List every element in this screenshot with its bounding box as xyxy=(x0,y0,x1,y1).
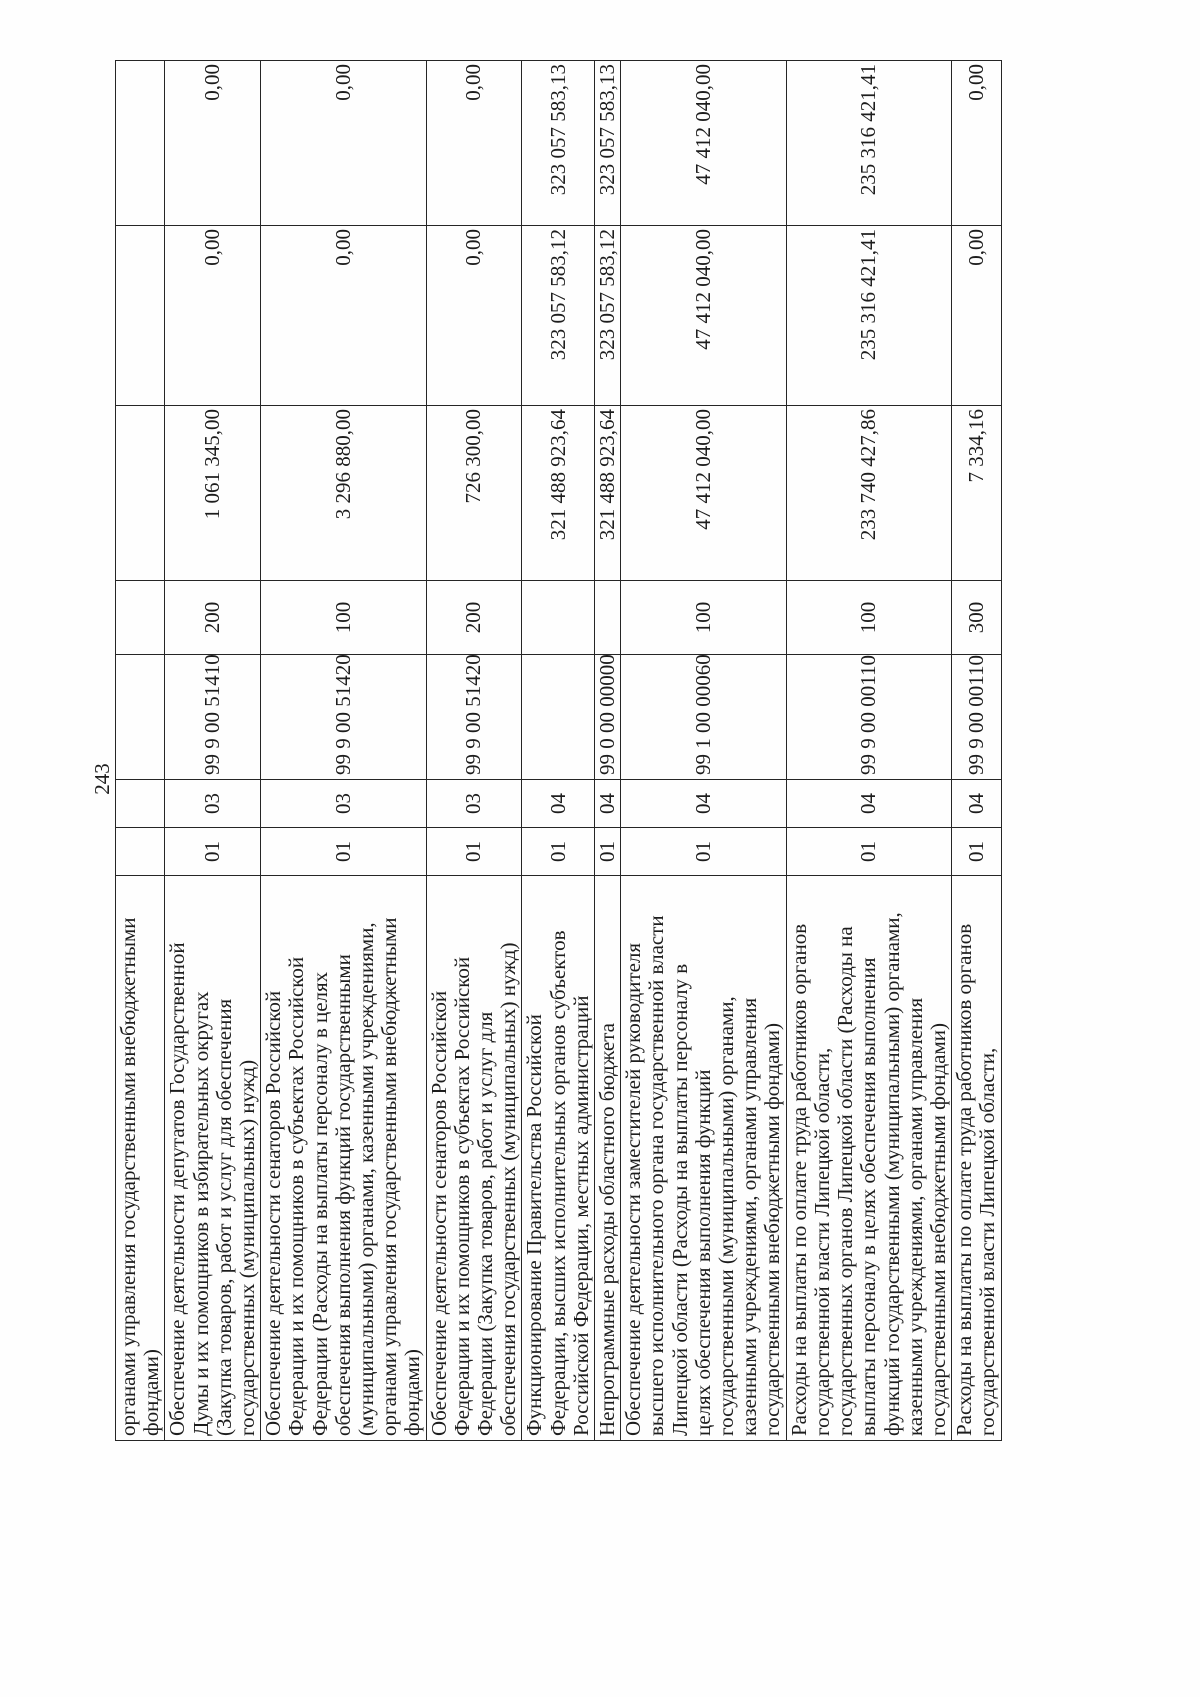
table-row xyxy=(595,61,621,1441)
amount-3-cell: 0,00 xyxy=(952,61,1001,226)
target-article-cell: 99 9 00 00110 xyxy=(952,655,1001,780)
section-code-cell: 01 xyxy=(595,828,621,876)
section-code-cell: 01 xyxy=(426,828,522,876)
section-code-cell: 01 xyxy=(952,828,1001,876)
target-article-cell xyxy=(116,655,165,780)
amount-2-cell: 0,00 xyxy=(165,226,261,406)
expense-name-cell: Обеспечение деятельности сенаторов Российской Федерации и их помощников в субъектах Российской Федерации (Закупка товаров, работ и услуг для обеспечения государственных (муниципальных) нужд) xyxy=(426,876,522,1441)
target-article-cell: 99 9 00 00110 xyxy=(786,655,951,780)
rotated-table-container xyxy=(115,61,1002,1441)
table-row xyxy=(952,61,1001,1441)
amount-2-cell: 323 057 583,12 xyxy=(522,226,595,406)
subsection-code-cell: 03 xyxy=(426,780,522,828)
target-article-cell: 99 9 00 51410 xyxy=(165,655,261,780)
expense-type-cell: 300 xyxy=(952,581,1001,655)
expense-type-cell: 100 xyxy=(261,581,426,655)
budget-table xyxy=(115,60,1002,1441)
amount-2-cell: 0,00 xyxy=(261,226,426,406)
subsection-code-cell: 04 xyxy=(786,780,951,828)
amount-3-cell: 0,00 xyxy=(426,61,522,226)
table-row xyxy=(621,61,786,1441)
section-code-cell: 01 xyxy=(522,828,595,876)
amount-1-cell xyxy=(116,406,165,581)
table-row xyxy=(426,61,522,1441)
amount-3-cell xyxy=(116,61,165,226)
amount-1-cell: 233 740 427,86 xyxy=(786,406,951,581)
amount-3-cell: 323 057 583,13 xyxy=(522,61,595,226)
section-code-cell: 01 xyxy=(786,828,951,876)
subsection-code-cell: 04 xyxy=(522,780,595,828)
expense-name-cell: Непрограммные расходы областного бюджета xyxy=(595,876,621,1441)
subsection-code-cell xyxy=(116,780,165,828)
amount-2-cell xyxy=(116,226,165,406)
expense-name-cell: Обеспечение деятельности депутатов Государственной Думы и их помощников в избирательных округах (Закупка товаров, работ и услуг для обеспечения государственных (муниципальных) нужд) xyxy=(165,876,261,1441)
expense-name-cell: Функционирование Правительства Российской Федерации, высших исполнительных органов субъектов Российской Федерации, местных администраций xyxy=(522,876,595,1441)
table-row xyxy=(116,61,165,1441)
target-article-cell: 99 9 00 51420 xyxy=(261,655,426,780)
subsection-code-cell: 03 xyxy=(261,780,426,828)
subsection-code-cell: 04 xyxy=(595,780,621,828)
subsection-code-cell: 04 xyxy=(952,780,1001,828)
section-code-cell: 01 xyxy=(621,828,786,876)
amount-3-cell: 0,00 xyxy=(261,61,426,226)
amount-2-cell: 235 316 421,41 xyxy=(786,226,951,406)
expense-name-cell: Расходы на выплаты по оплате труда работников органов государственной власти Липецкой области, xyxy=(952,876,1001,1441)
amount-2-cell: 0,00 xyxy=(952,226,1001,406)
table-row xyxy=(165,61,261,1441)
expense-type-cell: 100 xyxy=(621,581,786,655)
expense-name-cell: Обеспечение деятельности заместителей руководителя высшего исполнительного органа государственной власти Липецкой области (Расходы на выплаты персоналу в целях обеспечения выполнения функций государственными (муниципальными) органами, казенными учреждениями, органами управления государственными внебюджетными фондами) xyxy=(621,876,786,1441)
amount-2-cell: 0,00 xyxy=(426,226,522,406)
amount-2-cell: 323 057 583,12 xyxy=(595,226,621,406)
amount-1-cell: 47 412 040,00 xyxy=(621,406,786,581)
amount-1-cell: 726 300,00 xyxy=(426,406,522,581)
subsection-code-cell: 03 xyxy=(165,780,261,828)
target-article-cell xyxy=(522,655,595,780)
expense-name-cell: органами управления государственными внебюджетными фондами) xyxy=(116,876,165,1441)
amount-1-cell: 321 488 923,64 xyxy=(595,406,621,581)
section-code-cell xyxy=(116,828,165,876)
expense-type-cell: 200 xyxy=(165,581,261,655)
section-code-cell: 01 xyxy=(165,828,261,876)
amount-1-cell: 1 061 345,00 xyxy=(165,406,261,581)
target-article-cell: 99 9 00 51420 xyxy=(426,655,522,780)
expense-type-cell xyxy=(522,581,595,655)
page-number: 243 xyxy=(90,763,114,795)
budget-table-viewport xyxy=(115,60,1020,1442)
amount-3-cell: 0,00 xyxy=(165,61,261,226)
amount-1-cell: 7 334,16 xyxy=(952,406,1001,581)
expense-type-cell: 200 xyxy=(426,581,522,655)
expense-type-cell xyxy=(595,581,621,655)
subsection-code-cell: 04 xyxy=(621,780,786,828)
amount-3-cell: 235 316 421,41 xyxy=(786,61,951,226)
amount-3-cell: 323 057 583,13 xyxy=(595,61,621,226)
amount-1-cell: 3 296 880,00 xyxy=(261,406,426,581)
table-row xyxy=(261,61,426,1441)
target-article-cell: 99 0 00 00000 xyxy=(595,655,621,780)
amount-1-cell: 321 488 923,64 xyxy=(522,406,595,581)
expense-name-cell: Расходы на выплаты по оплате труда работников органов государственной власти Липецкой области, государственных органов Липецкой области (Расходы на выплаты персоналу в целях обеспечения выполнения функций государственными (муниципальными) органами, казенными учреждениями, органами управления государственными внебюджетными фондами) xyxy=(786,876,951,1441)
expense-type-cell xyxy=(116,581,165,655)
expense-type-cell: 100 xyxy=(786,581,951,655)
amount-3-cell: 47 412 040,00 xyxy=(621,61,786,226)
table-row xyxy=(786,61,951,1441)
expense-name-cell: Обеспечение деятельности сенаторов Российской Федерации и их помощников в субъектах Российской Федерации (Расходы на выплаты персоналу в целях обеспечения выполнения функций государственными (муниципальными) органами, казенными учреждениями, органами управления государственными внебюджетными фондами) xyxy=(261,876,426,1441)
amount-2-cell: 47 412 040,00 xyxy=(621,226,786,406)
target-article-cell: 99 1 00 00060 xyxy=(621,655,786,780)
section-code-cell: 01 xyxy=(261,828,426,876)
table-row xyxy=(522,61,595,1441)
